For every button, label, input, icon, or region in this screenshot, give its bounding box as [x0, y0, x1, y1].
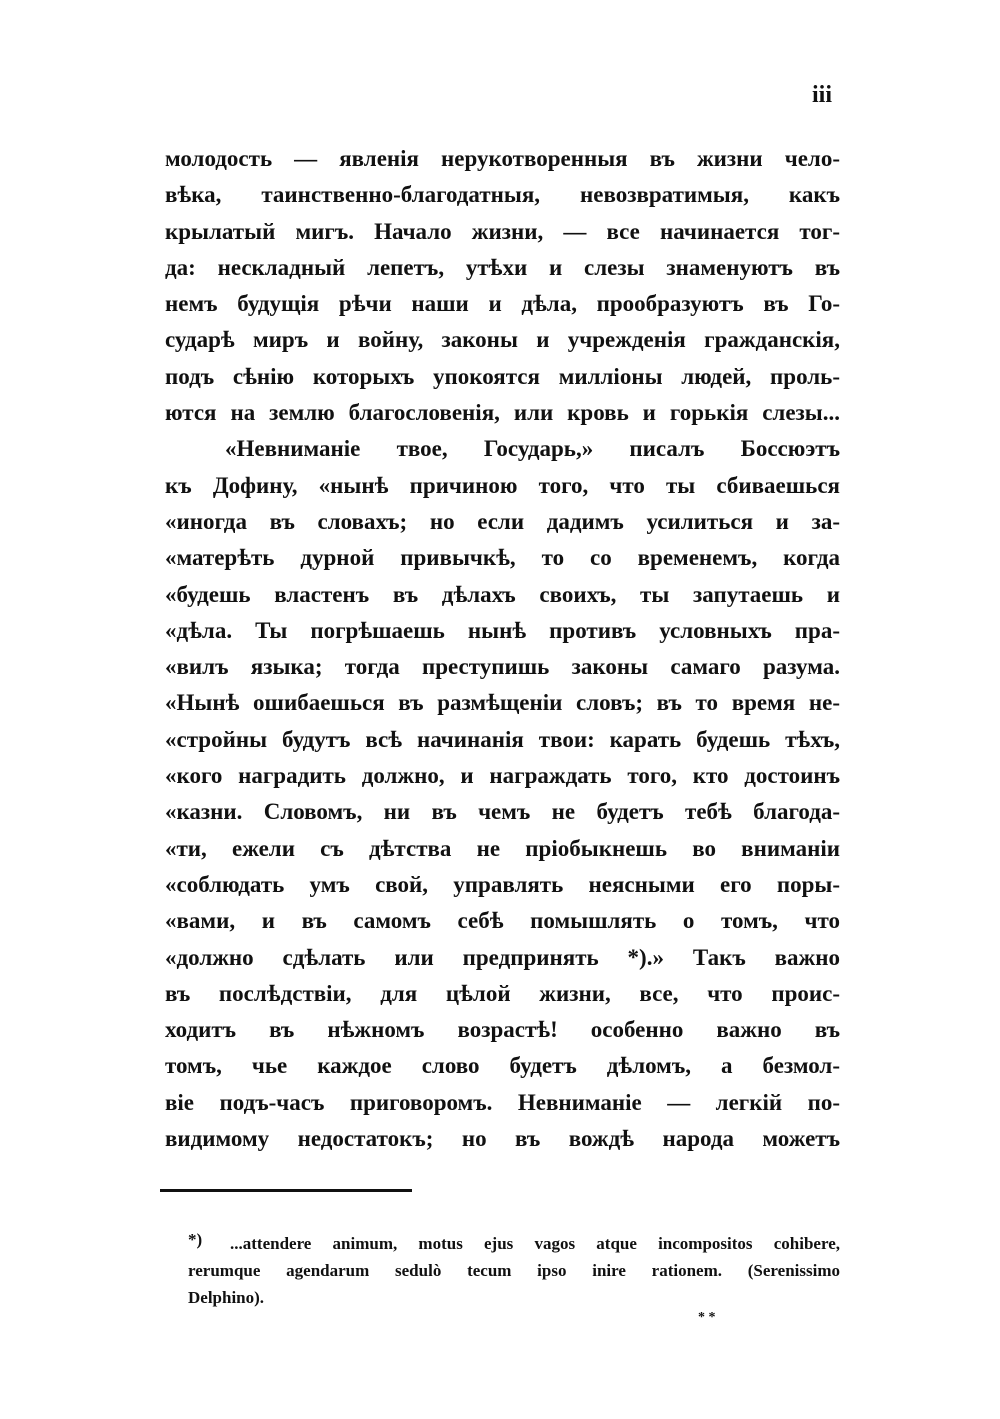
text-line: да: нескладный лепетъ, утѣхи и слезы знаменуютъ въ [165, 254, 840, 280]
text-line: въ послѣдствіи, для цѣлой жизни, все, что проис- [165, 980, 840, 1006]
text-line: «дѣла. Ты погрѣшаешь нынѣ противъ условныхъ пра- [165, 617, 840, 643]
text-line: «Невниманіе твое, Государь,» писалъ Боссюэтъ [225, 436, 840, 462]
footnote-line: ...attendere animum, motus ejus vagos atque incompositos cohibere, [230, 1234, 840, 1253]
text-line: віе подъ-часъ приговоромъ. Невниманіе — легкій по- [165, 1089, 840, 1115]
text-line: «иногда въ словахъ; но если дадимъ усилиться и за- [165, 508, 840, 534]
footnote-line: rerumque agendarum sedulò tecum ipso inire rationem. (Serenissimo [188, 1261, 840, 1280]
text-line: немъ будущія рѣчи наши и дѣла, прообразуютъ въ Го- [165, 291, 840, 317]
text-line: видимому недостатокъ; но въ вождѣ народа можетъ [165, 1126, 840, 1152]
page-number: iii [812, 82, 833, 108]
text-line: «матерѣть дурной привычкѣ, то со временемъ, когда [165, 545, 840, 571]
footnote-line: Delphino). [188, 1288, 265, 1307]
text-line: «стройны будутъ всѣ начинанія твои: карать будешь тѣхъ, [165, 726, 840, 752]
text-line: «вами, и въ самомъ себѣ помышлять о томъ, что [165, 908, 840, 934]
text-line: «вилъ языка; тогда преступишь законы самаго разума. [165, 654, 840, 680]
text-line: сударѣ миръ и войну, законы и учрежденія гражданскія, [165, 327, 840, 353]
footnote-marker: *) [188, 1230, 203, 1249]
body-text [165, 146, 840, 1162]
text-line: молодость — явленія нерукотворенныя въ жизни чело- [165, 146, 840, 171]
signature-mark: * * [698, 1310, 716, 1325]
text-line: томъ, чье каждое слово будетъ дѣломъ, а безмол- [165, 1053, 840, 1079]
text-line: ются на землю благословенія, или кровь и горькія слезы... [165, 400, 840, 426]
text-line: крылатый мигъ. Начало жизни, — все начинается тог- [165, 218, 840, 244]
text-line: ходитъ въ нѣжномъ возрастѣ! особенно важно въ [165, 1017, 840, 1043]
text-line: «должно сдѣлать или предпринять *).» Такъ важно [165, 944, 840, 970]
text-line: подъ сѣнію которыхъ упокоятся милліоны людей, проль- [165, 363, 840, 389]
text-line: «Нынѣ ошибаешься въ размѣщеніи словъ; въ то время не- [165, 690, 840, 716]
text-line: вѣка, таинственно-благодатныя, невозвратимыя, какъ [165, 182, 840, 208]
text-line: «будешь властенъ въ дѣлахъ своихъ, ты запутаешь и [165, 581, 840, 607]
text-line: «казни. Словомъ, ни въ чемъ не будетъ тебѣ благода- [165, 799, 840, 825]
text-line: «ти, ежели съ дѣтства не пріобыкнешь во вниманіи [165, 835, 840, 861]
footnote-divider [160, 1189, 412, 1192]
text-line: «кого наградить должно, и награждать того, кто достоинъ [165, 763, 840, 789]
text-line: къ Дофину, «нынѣ причиною того, что ты сбиваешься [165, 472, 840, 498]
text-line: «соблюдать умъ свой, управлять неясными его поры- [165, 871, 840, 897]
